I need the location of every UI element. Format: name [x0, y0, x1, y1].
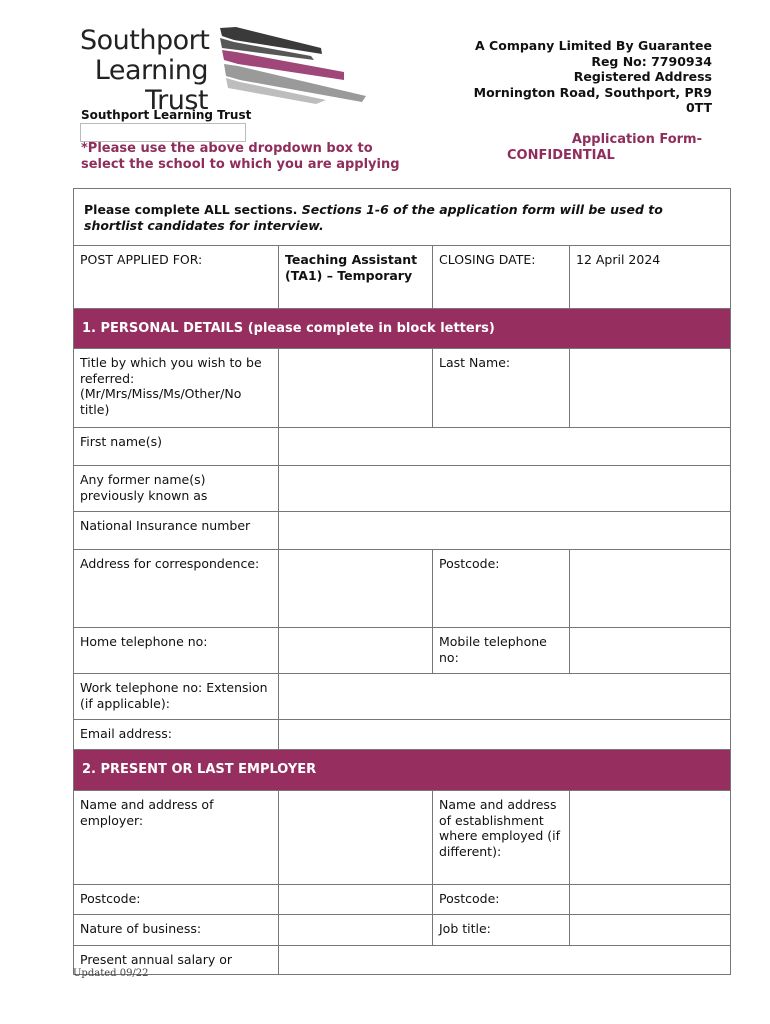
first-names-label: First name(s) — [74, 428, 279, 466]
logo-line-3: Trust — [145, 85, 208, 116]
form-title-line-1: Application Form- — [571, 132, 702, 147]
form-title — [470, 132, 702, 164]
home-tel-label: Home telephone no: — [74, 628, 279, 674]
establishment-input[interactable] — [570, 791, 731, 885]
trust-name: Southport Learning Trust — [81, 108, 252, 122]
dropdown-instruction: *Please use the above dropdown box to select the school to which you are applying — [81, 141, 400, 172]
employer-postcode-input[interactable] — [279, 885, 433, 915]
post-label: POST APPLIED FOR: — [74, 246, 279, 309]
intro-text: Please complete ALL sections. — [84, 202, 302, 217]
logo-swoosh-icon — [216, 26, 366, 104]
mobile-tel-label: Mobile telephone no: — [433, 628, 570, 674]
establishment-postcode-label: Postcode: — [433, 885, 570, 915]
email-label: Email address: — [74, 720, 279, 750]
company-line: 0TT — [685, 100, 712, 115]
address-input[interactable] — [279, 550, 433, 628]
application-form-table — [73, 188, 731, 975]
nature-of-business-input[interactable] — [279, 915, 433, 946]
former-names-label: Any former name(s) previously known as — [74, 466, 279, 512]
mobile-tel-input[interactable] — [570, 628, 731, 674]
logo-line-1: Southport — [80, 25, 210, 56]
ni-number-input[interactable] — [279, 512, 731, 550]
last-name-label: Last Name: — [433, 349, 570, 428]
nature-of-business-label: Nature of business: — [74, 915, 279, 946]
updated-note: Updated 09/22 — [73, 968, 149, 979]
employer-postcode-label: Postcode: — [74, 885, 279, 915]
former-names-input[interactable] — [279, 466, 731, 512]
company-line: Mornington Road, Southport, PR9 — [473, 84, 712, 100]
company-details — [412, 38, 712, 116]
closing-date-value: 12 April 2024 — [570, 246, 731, 309]
salary-input[interactable] — [279, 946, 731, 975]
email-input[interactable] — [279, 720, 731, 750]
section-2-header: 2. PRESENT OR LAST EMPLOYER — [74, 750, 731, 791]
job-title-input[interactable] — [570, 915, 731, 946]
postcode-label: Postcode: — [433, 550, 570, 628]
home-tel-input[interactable] — [279, 628, 433, 674]
logo-wordmark — [80, 26, 208, 116]
employer-input[interactable] — [279, 791, 433, 885]
intro-instructions — [74, 189, 731, 246]
ni-number-label: National Insurance number — [74, 512, 279, 550]
form-title-line-2: CONFIDENTIAL — [507, 148, 615, 163]
title-input[interactable] — [279, 349, 433, 428]
title-label: Title by which you wish to be referred: (Mr/Mrs/Miss/Ms/Other/No title) — [74, 349, 279, 428]
salary-label: Present annual salary or — [74, 946, 279, 975]
intro-italic-text: Sections 1-6 of the application form will be used to shortlist candidates for interview. — [84, 202, 663, 233]
section-1-header: 1. PERSONAL DETAILS (please complete in block letters) — [74, 309, 731, 349]
first-names-input[interactable] — [279, 428, 731, 466]
school-dropdown[interactable] — [80, 123, 246, 142]
employer-label: Name and address of employer: — [74, 791, 279, 885]
last-name-input[interactable] — [570, 349, 731, 428]
address-label: Address for correspondence: — [74, 550, 279, 628]
company-line: A Company Limited By Guarantee — [475, 38, 712, 53]
establishment-postcode-input[interactable] — [570, 885, 731, 915]
work-tel-label: Work telephone no: Extension (if applicable): — [74, 674, 279, 720]
logo-line-2: Learning — [94, 55, 208, 86]
company-line: Reg No: 7790934 — [591, 53, 712, 69]
job-title-label: Job title: — [433, 915, 570, 946]
work-tel-input[interactable] — [279, 674, 731, 720]
company-line: Registered Address — [573, 69, 712, 84]
postcode-input[interactable] — [570, 550, 731, 628]
establishment-label: Name and address of establishment where employed (if different): — [433, 791, 570, 885]
post-value: Teaching Assistant (TA1) – Temporary — [279, 246, 433, 309]
closing-date-label: CLOSING DATE: — [433, 246, 570, 309]
